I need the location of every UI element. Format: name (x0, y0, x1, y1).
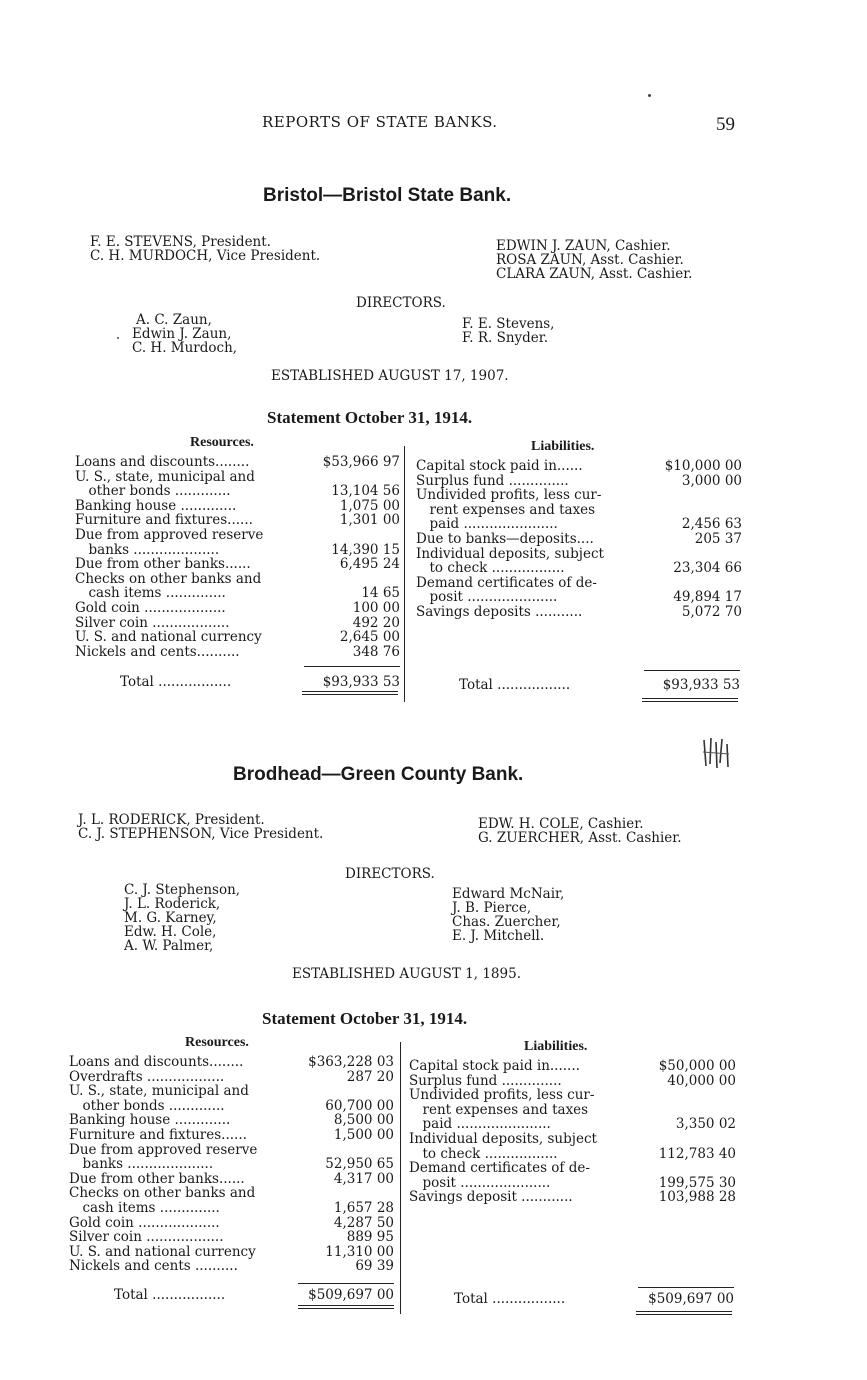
line-item-amount: 5,072 70 (681, 603, 742, 620)
column-rule (400, 1042, 401, 1314)
line-item-label: other bonds ............. (75, 483, 231, 500)
line-item-label: Checks on other banks and (69, 1185, 256, 1202)
resources-heading: Resources. (190, 435, 254, 450)
director: Chas. Zuercher, (452, 914, 561, 930)
officer: J. L. RODERICK, President. (78, 812, 265, 828)
total-liabilities: $93,933 53 (662, 677, 740, 693)
line-item-label: posit ..................... (409, 1174, 551, 1191)
liabilities-list (416, 459, 742, 620)
total-liabilities: $509,697 00 (648, 1291, 734, 1307)
liability-row (416, 517, 742, 532)
resource-row (69, 1230, 394, 1245)
liability-row (416, 576, 742, 591)
established: ESTABLISHED AUGUST 17, 1907. (271, 368, 509, 384)
line-item-label: Banking house ............. (75, 497, 237, 514)
line-item-label: paid ...................... (416, 516, 558, 533)
officer: EDWIN J. ZAUN, Cashier. (496, 238, 671, 254)
directors-heading: DIRECTORS. (345, 866, 435, 882)
liability-row (416, 605, 742, 620)
line-item-label: Due from approved reserve (69, 1141, 258, 1158)
line-item-label: rent expenses and taxes (416, 501, 596, 518)
sum-rule (298, 1283, 394, 1284)
line-item-amount: 889 95 (346, 1229, 394, 1246)
line-item-amount: 1,657 28 (333, 1199, 394, 1216)
line-item-amount: 199,575 30 (658, 1174, 736, 1191)
resource-row (69, 1070, 394, 1085)
line-item-amount: 100 00 (352, 599, 400, 616)
director: C. H. Murdoch, (132, 340, 238, 356)
liability-row (409, 1190, 736, 1205)
resource-row (75, 586, 400, 601)
resource-row (69, 1143, 394, 1158)
line-item-amount: $363,228 03 (308, 1054, 394, 1070)
resource-row (75, 630, 400, 645)
line-item-amount: 492 20 (352, 614, 400, 631)
line-item-label: posit ..................... (416, 589, 558, 606)
director: A. C. Zaun, (136, 312, 212, 328)
officer: ROSA ZAUN, Asst. Cashier. (496, 252, 684, 268)
liability-row (416, 561, 742, 576)
line-item-label: cash items .............. (69, 1199, 220, 1216)
liability-row (409, 1132, 736, 1147)
double-rule (636, 1314, 732, 1315)
director: Edward McNair, (452, 886, 565, 902)
total-label: Total ................. (120, 674, 232, 690)
liabilities-heading: Liabilities. (524, 1039, 588, 1054)
double-rule (298, 1305, 394, 1306)
line-item-label: paid ...................... (409, 1116, 551, 1133)
resource-row (75, 572, 400, 587)
double-rule (636, 1311, 732, 1312)
liabilities-heading: Liabilities. (531, 439, 595, 454)
director: C. J. Stephenson, (124, 882, 241, 898)
resource-row (69, 1201, 394, 1216)
statement-heading: Statement October 31, 1914. (262, 1009, 468, 1028)
double-rule (298, 1308, 394, 1309)
liability-row (409, 1088, 736, 1103)
line-item-label: Savings deposit ............ (409, 1189, 573, 1206)
print-speck (648, 94, 651, 97)
line-item-amount: 4,317 00 (333, 1170, 394, 1187)
line-item-amount: 14 65 (361, 585, 400, 602)
line-item-label: rent expenses and taxes (409, 1101, 589, 1118)
line-item-amount: 11,310 00 (325, 1243, 394, 1260)
line-item-label: Loans and discounts........ (69, 1054, 244, 1070)
line-item-label: U. S., state, municipal and (75, 468, 255, 485)
line-item-amount: 13,104 56 (331, 483, 400, 500)
line-item-label: Undivided profits, less cur- (416, 487, 602, 504)
liability-row (416, 547, 742, 562)
bank-title: Bristol—Bristol State Bank. (263, 185, 512, 206)
line-item-amount: 4,287 50 (333, 1214, 394, 1231)
line-item-label: Individual deposits, subject (416, 545, 604, 562)
director: A. W. Palmer, (124, 938, 214, 954)
line-item-label: other bonds ............. (69, 1097, 225, 1114)
line-item-label: Checks on other banks and (75, 570, 262, 587)
established: ESTABLISHED AUGUST 1, 1895. (292, 966, 521, 982)
resource-row (75, 499, 400, 514)
line-item-label: Silver coin .................. (75, 614, 230, 631)
line-item-label: Gold coin ................... (69, 1214, 220, 1231)
resources-list (75, 455, 400, 659)
line-item-label: Furniture and fixtures...... (75, 512, 253, 529)
line-item-amount: 14,390 15 (331, 541, 400, 558)
resource-row (69, 1099, 394, 1114)
resource-row (69, 1157, 394, 1172)
officer: C. H. MURDOCH, Vice President. (90, 248, 321, 264)
line-item-label: Due to banks—deposits.... (416, 530, 594, 547)
resources-list (69, 1055, 394, 1274)
line-item-amount: $53,966 97 (322, 454, 400, 470)
line-item-amount: $10,000 00 (664, 458, 742, 474)
resource-row (69, 1245, 394, 1260)
line-item-label: Furniture and fixtures...... (69, 1126, 247, 1143)
line-item-label: Demand certificates of de- (409, 1160, 590, 1177)
line-item-amount: 49,894 17 (673, 589, 742, 606)
line-item-amount: 2,456 63 (681, 516, 742, 533)
line-item-label: Demand certificates of de- (416, 574, 597, 591)
resource-row (69, 1128, 394, 1143)
line-item-amount: $50,000 00 (658, 1058, 736, 1074)
line-item-label: Individual deposits, subject (409, 1130, 597, 1147)
total-label: Total ................. (459, 677, 571, 693)
line-item-amount: 23,304 66 (673, 560, 742, 577)
resource-row (75, 601, 400, 616)
officer: CLARA ZAUN, Asst. Cashier. (496, 266, 693, 282)
officer: C. J. STEPHENSON, Vice President. (78, 826, 324, 842)
line-item-label: to check ................. (409, 1145, 558, 1162)
line-item-amount: 1,301 00 (339, 512, 400, 529)
resource-row (69, 1216, 394, 1231)
line-item-label: Undivided profits, less cur- (409, 1087, 595, 1104)
line-item-label: Due from other banks...... (75, 556, 251, 573)
resource-row (75, 455, 400, 470)
page-number: 59 (716, 114, 735, 135)
resource-row (75, 616, 400, 631)
line-item-label: U. S. and national currency (69, 1243, 256, 1260)
line-item-amount: 69 39 (355, 1258, 394, 1275)
line-item-amount: 1,500 00 (333, 1126, 394, 1143)
sum-rule (304, 666, 400, 667)
line-item-label: U. S. and national currency (75, 629, 262, 646)
line-item-label: Savings deposits ........... (416, 603, 583, 620)
liability-row (409, 1117, 736, 1132)
liability-row (416, 532, 742, 547)
line-item-label: Due from other banks...... (69, 1170, 245, 1187)
line-item-label: Nickels and cents.......... (75, 643, 240, 660)
line-item-amount: 3,000 00 (681, 472, 742, 489)
line-item-label: Due from approved reserve (75, 526, 264, 543)
line-item-label: Gold coin ................... (75, 599, 226, 616)
resource-row (69, 1172, 394, 1187)
resource-row (75, 484, 400, 499)
line-item-label: Banking house ............. (69, 1112, 231, 1129)
line-item-label: U. S., state, municipal and (69, 1083, 249, 1100)
resource-row (69, 1259, 394, 1274)
line-item-amount: 6,495 24 (339, 556, 400, 573)
line-item-label: Nickels and cents .......... (69, 1258, 238, 1275)
directors-heading: DIRECTORS. (356, 295, 446, 311)
liability-row (416, 474, 742, 489)
total-resources: $509,697 00 (308, 1287, 394, 1303)
resource-row (75, 528, 400, 543)
director: J. B. Pierce, (452, 900, 532, 916)
resource-row (75, 557, 400, 572)
director: F. R. Snyder. (462, 330, 549, 346)
line-item-amount: 60,700 00 (325, 1097, 394, 1114)
line-item-label: Surplus fund .............. (409, 1072, 562, 1089)
director: J. L. Roderick, (124, 896, 221, 912)
liability-row (409, 1074, 736, 1089)
resource-row (75, 645, 400, 660)
officer: G. ZUERCHER, Asst. Cashier. (478, 830, 682, 846)
line-item-amount: 2,645 00 (339, 629, 400, 646)
director: M. G. Karney, (124, 910, 217, 926)
stamp-mark (700, 736, 732, 770)
line-item-label: banks .................... (69, 1156, 214, 1173)
line-item-amount: 112,783 40 (658, 1145, 736, 1162)
liabilities-list (409, 1059, 736, 1205)
resources-heading: Resources. (185, 1035, 249, 1050)
resource-row (75, 470, 400, 485)
line-item-label: banks .................... (75, 541, 220, 558)
line-item-label: cash items .............. (75, 585, 226, 602)
director: Edwin J. Zaun, (132, 326, 232, 342)
line-item-label: to check ................. (416, 560, 565, 577)
resource-row (69, 1055, 394, 1070)
line-item-label: Capital stock paid in....... (409, 1058, 580, 1074)
total-label: Total ................. (454, 1291, 566, 1307)
double-rule (642, 698, 738, 699)
liability-row (416, 459, 742, 474)
print-speck (117, 337, 119, 339)
line-item-label: Overdrafts .................. (69, 1068, 225, 1085)
liability-row (416, 488, 742, 503)
officer: F. E. STEVENS, President. (90, 234, 271, 250)
sum-rule (644, 670, 740, 671)
resource-row (69, 1084, 394, 1099)
line-item-label: Loans and discounts........ (75, 454, 250, 470)
bank-title: Brodhead—Green County Bank. (233, 764, 524, 785)
column-rule (404, 446, 405, 702)
liability-row (409, 1147, 736, 1162)
line-item-label: Silver coin .................. (69, 1229, 224, 1246)
total-label: Total ................. (114, 1287, 226, 1303)
resource-row (69, 1113, 394, 1128)
line-item-amount: 348 76 (352, 643, 400, 660)
line-item-label: Surplus fund .............. (416, 472, 569, 489)
double-rule (642, 701, 738, 702)
total-resources: $93,933 53 (322, 674, 400, 690)
liability-row (416, 590, 742, 605)
resource-row (69, 1186, 394, 1201)
running-head: REPORTS OF STATE BANKS. (262, 113, 498, 131)
double-rule (302, 691, 398, 692)
line-item-amount: 52,950 65 (325, 1156, 394, 1173)
line-item-amount: 3,350 02 (675, 1116, 736, 1133)
line-item-amount: 40,000 00 (667, 1072, 736, 1089)
line-item-amount: 205 37 (694, 530, 742, 547)
liability-row (409, 1103, 736, 1118)
resource-row (75, 543, 400, 558)
line-item-amount: 103,988 28 (658, 1189, 736, 1206)
officer: EDW. H. COLE, Cashier. (478, 816, 644, 832)
double-rule (302, 694, 398, 695)
director: F. E. Stevens, (462, 316, 555, 332)
liability-row (409, 1161, 736, 1176)
sum-rule (638, 1287, 734, 1288)
line-item-amount: 8,500 00 (333, 1112, 394, 1129)
line-item-label: Capital stock paid in...... (416, 458, 583, 474)
liability-row (409, 1176, 736, 1191)
resource-row (75, 513, 400, 528)
line-item-amount: 287 20 (346, 1068, 394, 1085)
liability-row (416, 503, 742, 518)
director: E. J. Mitchell. (452, 928, 545, 944)
line-item-amount: 1,075 00 (339, 497, 400, 514)
liability-row (409, 1059, 736, 1074)
statement-heading: Statement October 31, 1914. (267, 408, 473, 427)
director: Edw. H. Cole, (124, 924, 217, 940)
